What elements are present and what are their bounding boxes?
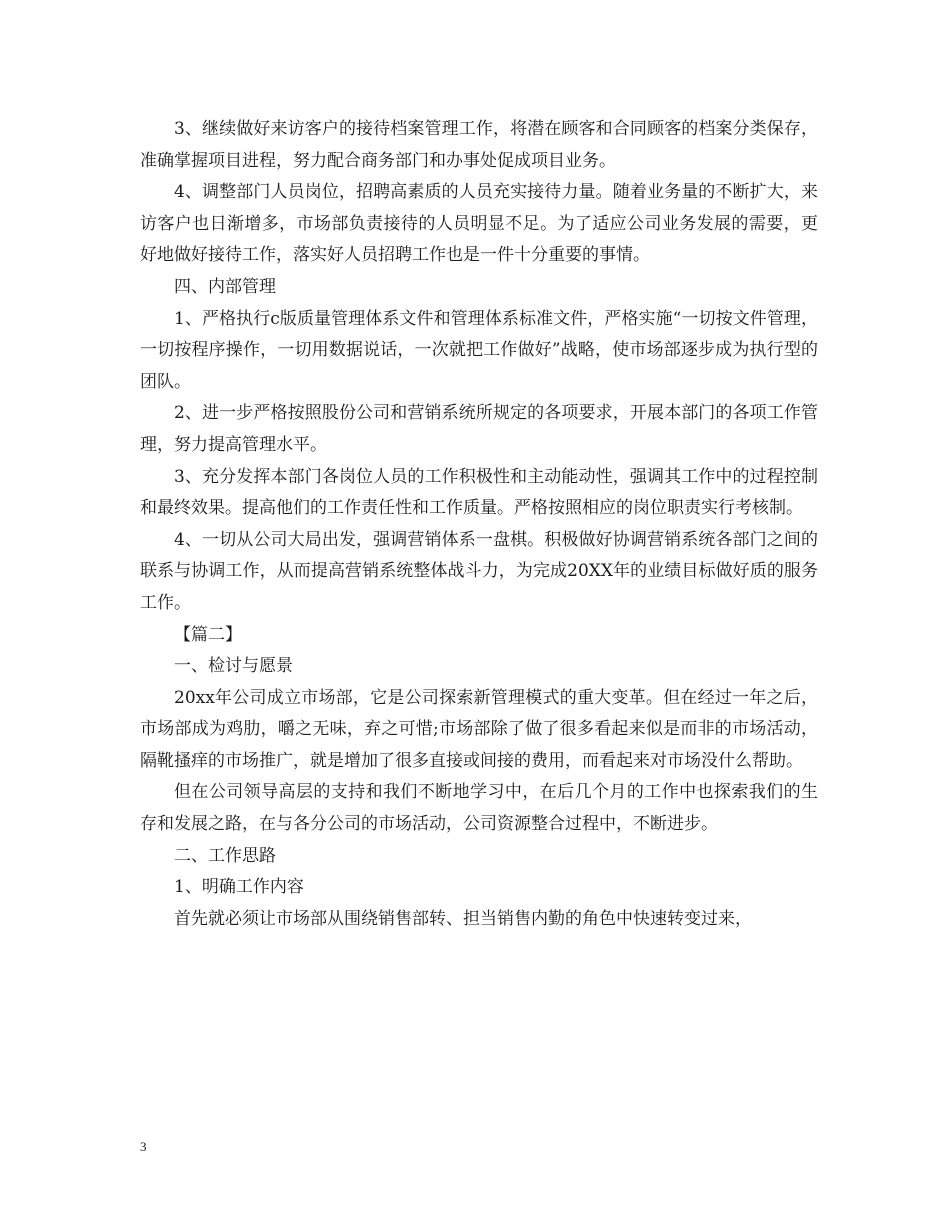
subheading-work-content: 1、明确工作内容: [174, 877, 304, 898]
paragraph-requirements: 2、进一步严格按照股份公司和营销系统所规定的各项要求，开展本部门的各项工作管理，努力提高管理水平。: [140, 403, 818, 455]
paragraph-staff-adjustment: 4、调整部门人员岗位，招聘高素质的人员充实接待力量。随着业务量的不断扩大，来访客户也日渐增多，市场部负责接待的人员明显不足。为了适应公司业务发展的需要，更好地做好接待工作，落实好人员招聘工作也是一件十分重要的事情。: [140, 182, 818, 266]
section-heading-review-vision: 一、检讨与愿景: [174, 656, 293, 677]
part-heading-two: 【篇二】: [174, 624, 242, 645]
paragraph-role-transition: 首先就必须让市场部从围绕销售部转、担当销售内勤的角色中快速转变过来，: [174, 908, 752, 929]
document-body: [140, 114, 818, 935]
section-heading-work-ideas: 二、工作思路: [174, 845, 276, 866]
paragraph-staff-motivation: 3、充分发挥本部门各岗位人员的工作积极性和主动能动性，强调其工作中的过程控制和最终效果。提高他们的工作责任性和工作质量。严格按照相应的岗位职责实行考核制。: [140, 466, 818, 519]
paragraph-reception-archive: 3、继续做好来访客户的接待档案管理工作，将潜在顾客和合同顾客的档案分类保存，准确掌握项目进程，努力配合商务部门和办事处促成项目业务。: [140, 119, 818, 171]
paragraph-market-dept-founding: 20xx年公司成立市场部，它是公司探索新管理模式的重大变革。但在经过一年之后，市场部成为鸡肋，嚼之无味，弃之可惜;市场部除了做了很多看起来似是而非的市场活动，隔靴搔痒的市场推广，就是增加了很多直接或间接的费用，而看起来对市场没什么帮助。: [140, 687, 818, 771]
paragraph-leadership-support: 但在公司领导高层的支持和我们不断地学习中，在后几个月的工作中也探索我们的生存和发展之路，在与各分公司的市场活动，公司资源整合过程中，不断进步。: [140, 782, 818, 835]
paragraph-quality-system: 1、严格执行c版质量管理体系文件和管理体系标准文件，严格实施“一切按文件管理，一切按程序操作，一切用数据说话，一次就把工作做好”战略，使市场部逐步成为执行型的团队。: [140, 308, 818, 392]
section-heading-internal-management: 四、内部管理: [174, 276, 276, 297]
paragraph-coordination: 4、一切从公司大局出发，强调营销体系一盘棋。积极做好协调营销系统各部门之间的联系与协调工作，从而提高营销系统整体战斗力，为完成20XX年的业绩目标做好质的服务工作。: [140, 529, 818, 613]
page-number: 3: [140, 1139, 147, 1154]
